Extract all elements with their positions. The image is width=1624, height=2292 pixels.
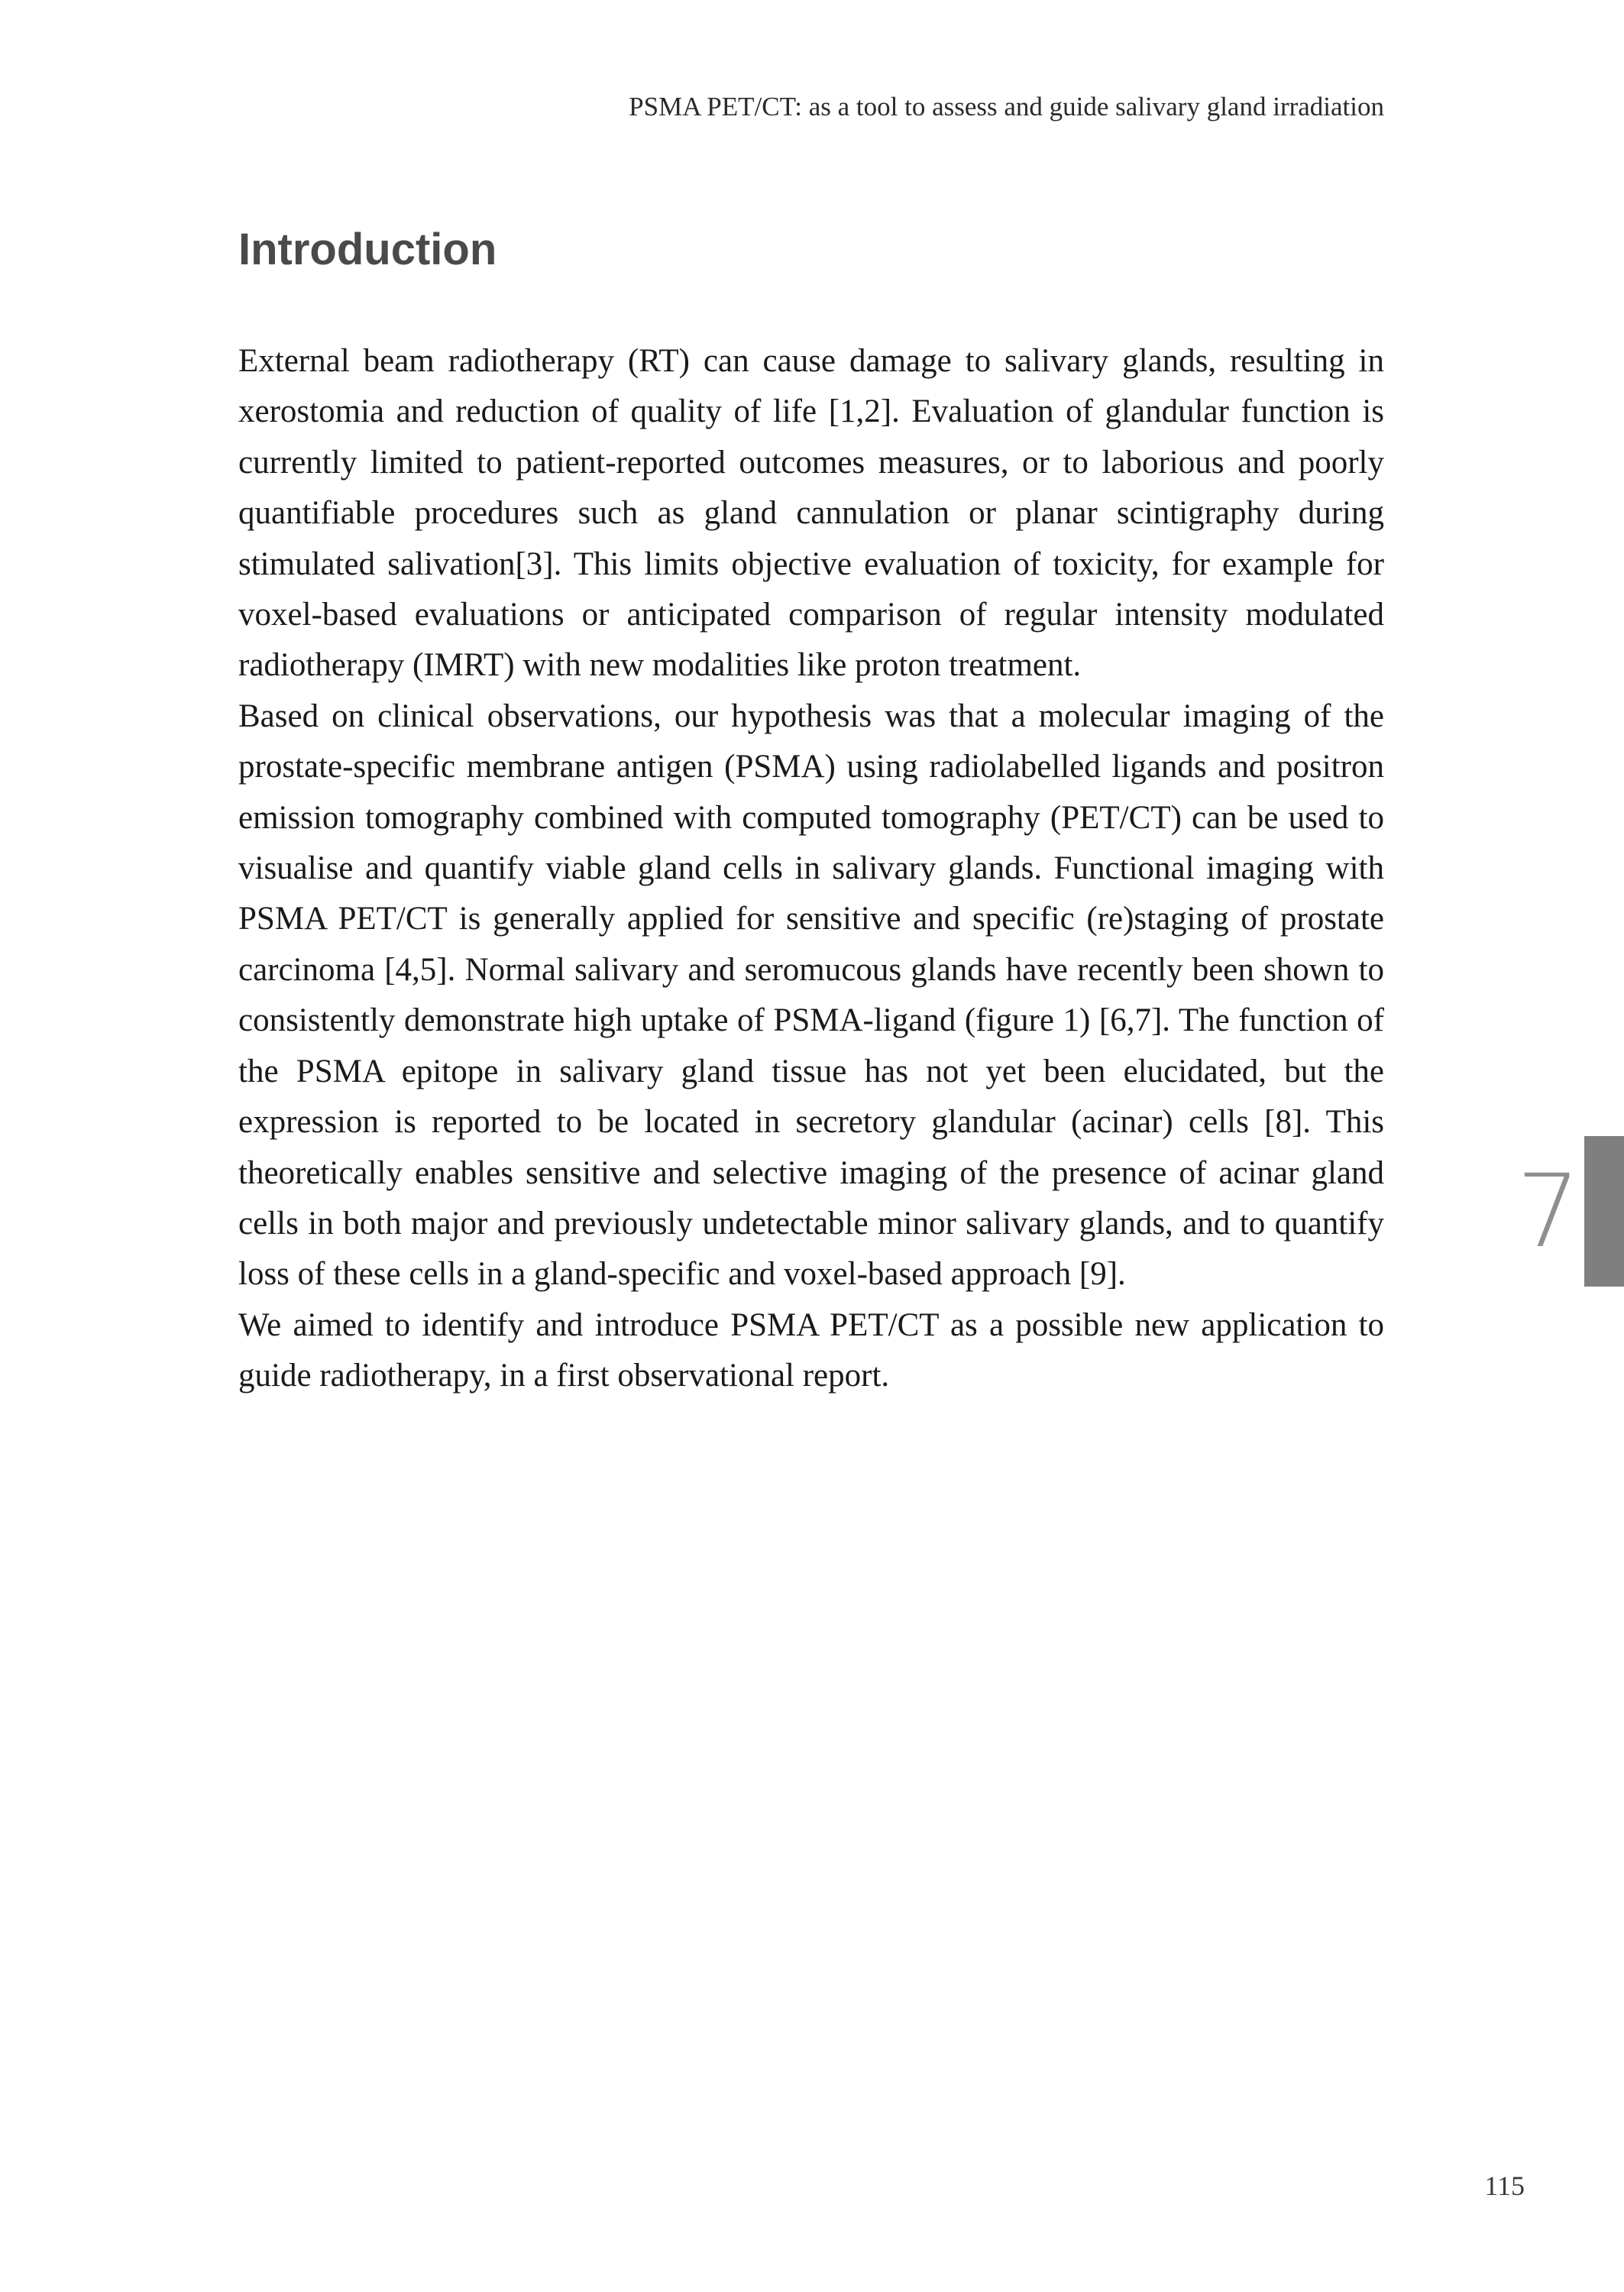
- paragraph-3: We aimed to identify and introduce PSMA PET/CT as a possible new application to guide radiotherapy, in a first observational report.: [238, 1306, 1384, 1394]
- chapter-tab-marker: [1584, 1136, 1624, 1287]
- running-header: PSMA PET/CT: as a tool to assess and guide salivary gland irradiation: [629, 92, 1384, 121]
- body-text: [238, 336, 1384, 1402]
- paragraph-1: External beam radiotherapy (RT) can cause damage to salivary glands, resulting in xerostomia and reduction of quality of life [1,2]. Evaluation of glandular function is currently limited to patient-reported outcomes measures, or to laborious and poorly quantifiable procedures such as gland cannulation or planar scintigraphy during stimulated salivation[3]. This limits objective evaluation of toxicity, for example for voxel-based evaluations or anticipated comparison of regular intensity modulated radiotherapy (IMRT) with new modalities like proton treatment.: [238, 343, 1384, 684]
- chapter-number: 7: [1516, 1153, 1580, 1271]
- section-heading: Introduction: [238, 225, 497, 274]
- page-number: 115: [1484, 2171, 1525, 2201]
- paragraph-2: Based on clinical observations, our hypothesis was that a molecular imaging of the prostate-specific membrane antigen (PSMA) using radiolabelled ligands and positron emission tomography combined with computed tomography (PET/CT) can be used to visualise and quantify viable gland cells in salivary glands. Functional imaging with PSMA PET/CT is generally applied for sensitive and specific (re)staging of prostate carcinoma [4,5]. Normal salivary and seromucous glands have recently been shown to consistently demonstrate high uptake of PSMA-ligand (figure 1) [6,7]. The function of the PSMA epitope in salivary gland tissue has not yet been elucidated, but the expression is reported to be located in secretory glandular (acinar) cells [8]. This theoretically enables sensitive and selective imaging of the presence of acinar gland cells in both major and previously undetectable minor salivary glands, and to quantify loss of these cells in a gland-specific and voxel-based approach [9].: [238, 698, 1384, 1293]
